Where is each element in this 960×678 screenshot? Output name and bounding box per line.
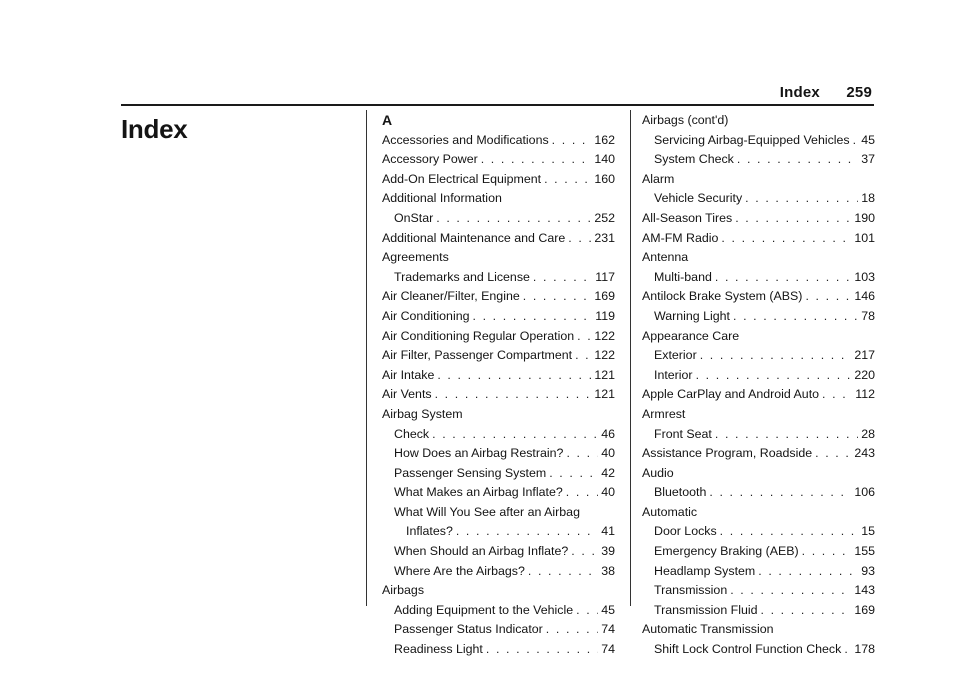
column-divider (366, 110, 367, 606)
index-entry[interactable] (642, 307, 875, 327)
dot-leader (533, 268, 592, 288)
entry-page-number[interactable]: 169 (594, 289, 615, 304)
entry-page-number[interactable]: 28 (861, 426, 875, 441)
entry-page-number[interactable]: 42 (601, 465, 615, 480)
entry-page-number[interactable]: 217 (854, 348, 875, 363)
dot-leader (709, 483, 851, 503)
index-entry[interactable] (382, 170, 615, 190)
dot-leader (575, 346, 591, 366)
dot-leader (853, 131, 859, 151)
entry-page-number[interactable]: 39 (601, 544, 615, 559)
dot-leader (721, 229, 851, 249)
entry-label: Where Are the Airbags? (394, 563, 525, 578)
entry-label: What Makes an Airbag Inflate? (394, 485, 563, 500)
dot-leader (730, 581, 851, 601)
entry-page-number[interactable]: 143 (854, 583, 875, 598)
entry-label: Interior (654, 367, 693, 382)
index-entry[interactable] (382, 366, 615, 386)
entry-page-number[interactable]: 74 (601, 642, 615, 657)
entry-page-number[interactable]: 106 (854, 485, 875, 500)
entry-page-number[interactable]: 140 (594, 152, 615, 167)
index-heading: Agreements (382, 250, 449, 265)
entry-label: Door Locks (654, 524, 717, 539)
entry-label: Emergency Braking (AEB) (654, 544, 799, 559)
index-heading: Alarm (642, 171, 675, 186)
index-entry[interactable] (642, 229, 875, 249)
entry-label: Bluetooth (654, 485, 707, 500)
entry-label: Servicing Airbag-Equipped Vehicles (654, 132, 850, 147)
dot-leader (715, 425, 858, 445)
dot-leader (700, 346, 852, 366)
dot-leader (481, 150, 592, 170)
entry-label: AM-FM Radio (642, 230, 719, 245)
entry-page-number[interactable]: 122 (594, 348, 615, 363)
index-entry[interactable] (382, 229, 615, 249)
dot-leader (577, 327, 591, 347)
index-entry[interactable] (642, 287, 875, 307)
entry-page-number[interactable]: 103 (854, 269, 875, 284)
entry-label: Trademarks and License (394, 269, 530, 284)
page-number: 259 (846, 84, 872, 101)
index-entry[interactable] (382, 620, 615, 640)
index-heading: Appearance Care (642, 328, 740, 343)
dot-leader (805, 287, 851, 307)
entry-label: Front Seat (654, 426, 712, 441)
index-entry[interactable] (382, 640, 615, 660)
entry-page-number[interactable]: 155 (854, 544, 875, 559)
index-entry[interactable] (382, 425, 615, 445)
index-entry[interactable] (382, 483, 615, 503)
dot-leader (735, 209, 851, 229)
entry-page-number[interactable]: 45 (861, 132, 875, 147)
entry-page-number[interactable]: 190 (854, 210, 875, 225)
entry-label: Air Vents (382, 387, 432, 402)
dot-leader (486, 640, 598, 660)
page-header (780, 84, 872, 101)
entry-page-number[interactable]: 78 (861, 308, 875, 323)
dot-leader (549, 464, 598, 484)
entry-label: Passenger Sensing System (394, 465, 547, 480)
index-heading: Airbags (cont'd) (642, 113, 729, 127)
dot-leader (715, 268, 851, 288)
dot-leader (435, 385, 592, 405)
entry-page-number[interactable]: 93 (861, 563, 875, 578)
dot-leader (822, 385, 852, 405)
entry-page-number[interactable]: 243 (854, 446, 875, 461)
index-entry[interactable] (382, 209, 615, 229)
entry-label: Air Intake (382, 367, 435, 382)
entry-page-number[interactable]: 41 (601, 524, 615, 539)
dot-leader (576, 601, 598, 621)
entry-page-number[interactable]: 162 (594, 132, 615, 147)
index-heading: Audio (642, 465, 674, 480)
entry-page-number[interactable]: 38 (601, 563, 615, 578)
entry-label: Air Conditioning (382, 308, 470, 323)
index-column-2 (642, 111, 875, 660)
entry-page-number[interactable]: 231 (594, 230, 615, 245)
index-entry[interactable] (382, 131, 615, 151)
entry-label: Readiness Light (394, 642, 483, 657)
entry-page-number[interactable]: 119 (595, 308, 615, 323)
index-entry[interactable] (382, 542, 615, 562)
index-entry[interactable] (382, 385, 615, 405)
dot-leader (815, 444, 851, 464)
entry-label: Inflates? (406, 524, 453, 539)
entry-label: Transmission Fluid (654, 602, 758, 617)
index-heading: Airbag System (382, 406, 463, 421)
dot-leader (523, 287, 592, 307)
entry-label: Additional Maintenance and Care (382, 230, 566, 245)
index-heading: Airbags (382, 583, 425, 598)
entry-page-number[interactable]: 18 (861, 191, 875, 206)
dot-leader (844, 640, 851, 660)
page-title: Index (121, 114, 188, 144)
entry-label: OnStar (394, 210, 434, 225)
index-entry[interactable] (642, 640, 875, 660)
index-entry[interactable] (642, 542, 875, 562)
index-entry[interactable] (382, 522, 615, 542)
dot-leader (437, 366, 591, 386)
index-heading: Armrest (642, 406, 686, 421)
header-title: Index (779, 84, 820, 101)
dot-leader (436, 209, 591, 229)
column-divider (630, 110, 631, 606)
entry-page-number[interactable]: 122 (594, 328, 615, 343)
entry-label: Accessory Power (382, 152, 478, 167)
index-heading: What Will You See after an Airbag (394, 504, 580, 519)
entry-page-number[interactable]: 160 (594, 171, 615, 186)
index-heading: Automatic (642, 504, 698, 519)
entry-label: Exterior (654, 348, 697, 363)
index-entry[interactable] (382, 464, 615, 484)
index-entry[interactable] (642, 131, 875, 151)
entry-page-number[interactable]: 40 (601, 485, 615, 500)
entry-page-number[interactable]: 178 (854, 642, 875, 657)
dot-leader (696, 366, 852, 386)
index-entry[interactable] (642, 581, 875, 601)
entry-label: Antilock Brake System (ABS) (642, 289, 803, 304)
dot-leader (566, 483, 598, 503)
entry-page-number[interactable]: 252 (594, 210, 615, 225)
dot-leader (472, 307, 592, 327)
entry-label: Air Conditioning Regular Operation (382, 328, 575, 343)
entry-label: Adding Equipment to the Vehicle (394, 602, 574, 617)
index-entry[interactable] (382, 268, 615, 288)
index-entry[interactable] (382, 444, 615, 464)
index-entry[interactable] (642, 562, 875, 582)
index-entry[interactable] (382, 307, 615, 327)
entry-label: Transmission (654, 583, 728, 598)
index-heading: Automatic Transmission (642, 622, 774, 637)
entry-page-number[interactable]: 74 (601, 622, 615, 637)
dot-leader (546, 620, 598, 640)
entry-page-number[interactable]: 220 (854, 367, 875, 382)
entry-label: Assistance Program, Roadside (642, 446, 813, 461)
dot-leader (733, 307, 858, 327)
index-entry[interactable] (382, 287, 615, 307)
index-entry[interactable] (642, 444, 875, 464)
index-entry[interactable] (642, 366, 875, 386)
entry-label: Passenger Status Indicator (394, 622, 543, 637)
entry-page-number[interactable]: 121 (594, 387, 615, 402)
dot-leader (456, 522, 598, 542)
entry-page-number[interactable]: 169 (854, 602, 875, 617)
index-entry[interactable] (642, 425, 875, 445)
entry-page-number[interactable]: 112 (855, 387, 875, 402)
index-entry[interactable] (382, 562, 615, 582)
entry-page-number[interactable]: 37 (861, 152, 875, 167)
index-entry[interactable] (642, 483, 875, 503)
entry-label: Air Cleaner/Filter, Engine (382, 289, 520, 304)
dot-leader (758, 562, 858, 582)
index-heading: Additional Information (382, 191, 502, 206)
entry-label: Warning Light (654, 308, 730, 323)
dot-leader (761, 601, 852, 621)
index-entry[interactable] (382, 601, 615, 621)
index-entry[interactable] (642, 522, 875, 542)
header-rule (121, 104, 874, 106)
entry-page-number[interactable]: 117 (595, 269, 615, 284)
index-column-1 (382, 111, 615, 660)
entry-page-number[interactable]: 15 (861, 524, 875, 539)
dot-leader (544, 170, 591, 190)
dot-leader (737, 150, 858, 170)
entry-label: System Check (654, 152, 734, 167)
entry-page-number[interactable]: 146 (854, 289, 875, 304)
entry-label: Accessories and Modifications (382, 132, 549, 147)
index-entry[interactable] (642, 268, 875, 288)
entry-page-number[interactable]: 121 (594, 367, 615, 382)
dot-leader (720, 522, 859, 542)
dot-leader (745, 189, 858, 209)
entry-label: When Should an Airbag Inflate? (394, 544, 569, 559)
entry-label: Air Filter, Passenger Compartment (382, 348, 573, 363)
dot-leader (802, 542, 852, 562)
index-entry[interactable] (642, 346, 875, 366)
index-entry[interactable] (642, 601, 875, 621)
index-entry[interactable] (382, 327, 615, 347)
entry-page-number[interactable]: 45 (601, 602, 615, 617)
dot-leader (571, 542, 598, 562)
entry-label: How Does an Airbag Restrain? (394, 446, 564, 461)
entry-label: All-Season Tires (642, 210, 733, 225)
index-entry[interactable] (642, 209, 875, 229)
section-letter: A (382, 112, 393, 128)
dot-leader (552, 131, 592, 151)
entry-page-number[interactable]: 46 (601, 426, 615, 441)
index-entry[interactable] (642, 385, 875, 405)
entry-label: Vehicle Security (654, 191, 743, 206)
entry-page-number[interactable]: 40 (601, 446, 615, 461)
entry-label: Apple CarPlay and Android Auto (642, 387, 820, 402)
entry-label: Check (394, 426, 430, 441)
index-entry[interactable] (382, 346, 615, 366)
dot-leader (566, 444, 598, 464)
dot-leader (568, 229, 591, 249)
entry-label: Shift Lock Control Function Check (654, 642, 842, 657)
dot-leader (432, 425, 598, 445)
entry-label: Multi-band (654, 269, 712, 284)
entry-page-number[interactable]: 101 (854, 230, 875, 245)
entry-label: Add-On Electrical Equipment (382, 171, 542, 186)
index-entry[interactable] (642, 189, 875, 209)
index-heading: Antenna (642, 250, 689, 265)
dot-leader (528, 562, 598, 582)
index-entry[interactable] (642, 150, 875, 170)
entry-label: Headlamp System (654, 563, 756, 578)
index-entry[interactable] (382, 150, 615, 170)
